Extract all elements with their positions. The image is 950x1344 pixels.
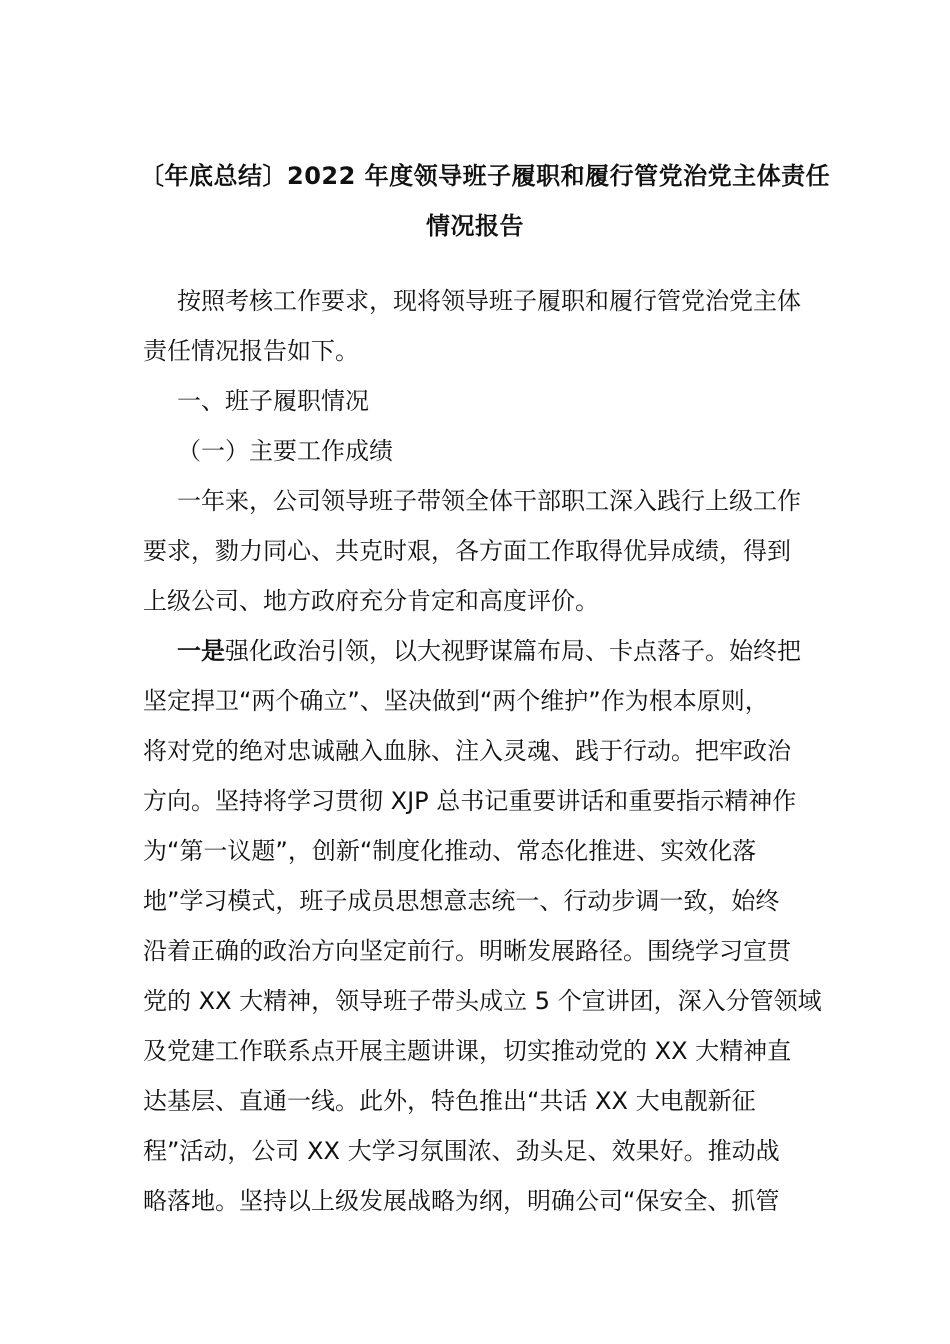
body-line: 沿着正确的政治方向坚定前行。明晰发展路径。围绕学习宣贯 bbox=[143, 937, 791, 965]
body-line: 及党建工作联系点开展主题讲课，切实推动党的 XX 大精神直 bbox=[143, 1037, 792, 1065]
body-line: 按照考核工作要求，现将领导班子履职和履行管党治党主体 bbox=[177, 287, 801, 315]
body-line: 一年来，公司领导班子带领全体干部职工深入践行上级工作 bbox=[177, 487, 801, 515]
body-line: 责任情况报告如下。 bbox=[143, 337, 359, 365]
document-title bbox=[140, 150, 831, 250]
body-text: 强化政治引领，以大视野谋篇布局、卡点落子。始终把 bbox=[225, 637, 801, 665]
body-line: 略落地。坚持以上级发展战略为纲，明确公司“保安全、抓管 bbox=[143, 1187, 780, 1215]
body-line bbox=[143, 626, 813, 676]
body-line: 坚定捍卫“两个确立”、坚决做到“两个维护”作为根本原则， bbox=[143, 687, 769, 715]
body-line: 要求，勠力同心、共克时艰，各方面工作取得优异成绩，得到 bbox=[143, 537, 791, 565]
section-heading: 一、班子履职情况 bbox=[177, 387, 369, 415]
subsection-heading: （一）主要工作成绩 bbox=[177, 437, 393, 465]
body-line: 将对党的绝对忠诚融入血脉、注入灵魂、践于行动。把牢政治 bbox=[143, 737, 791, 765]
document-body bbox=[143, 276, 822, 1226]
title-line: 〔年底总结〕2022 年度领导班子履职和履行管党治党主体责任 bbox=[140, 162, 831, 190]
title-line: 情况报告 bbox=[426, 212, 524, 240]
body-line: 党的 XX 大精神，领导班子带头成立 5 个宣讲团，深入分管领域 bbox=[143, 987, 822, 1015]
body-line: 上级公司、地方政府充分肯定和高度评价。 bbox=[143, 587, 599, 615]
body-line: 程”活动，公司 XX 大学习氛围浓、劲头足、效果好。推动战 bbox=[143, 1137, 780, 1165]
body-line: 方向。坚持将学习贯彻 XJP 总书记重要讲话和重要指示精神作 bbox=[143, 787, 797, 815]
body-line: 地”学习模式，班子成员思想意志统一、行动步调一致，始终 bbox=[143, 887, 780, 915]
bold-lead-text: 一是 bbox=[177, 637, 225, 665]
body-line: 达基层、直通一线。此外，特色推出“共话 XX 大电靓新征 bbox=[143, 1087, 756, 1115]
body-line: 为“第一议题”，创新“制度化推动、常态化推进、实效化落 bbox=[143, 837, 757, 865]
